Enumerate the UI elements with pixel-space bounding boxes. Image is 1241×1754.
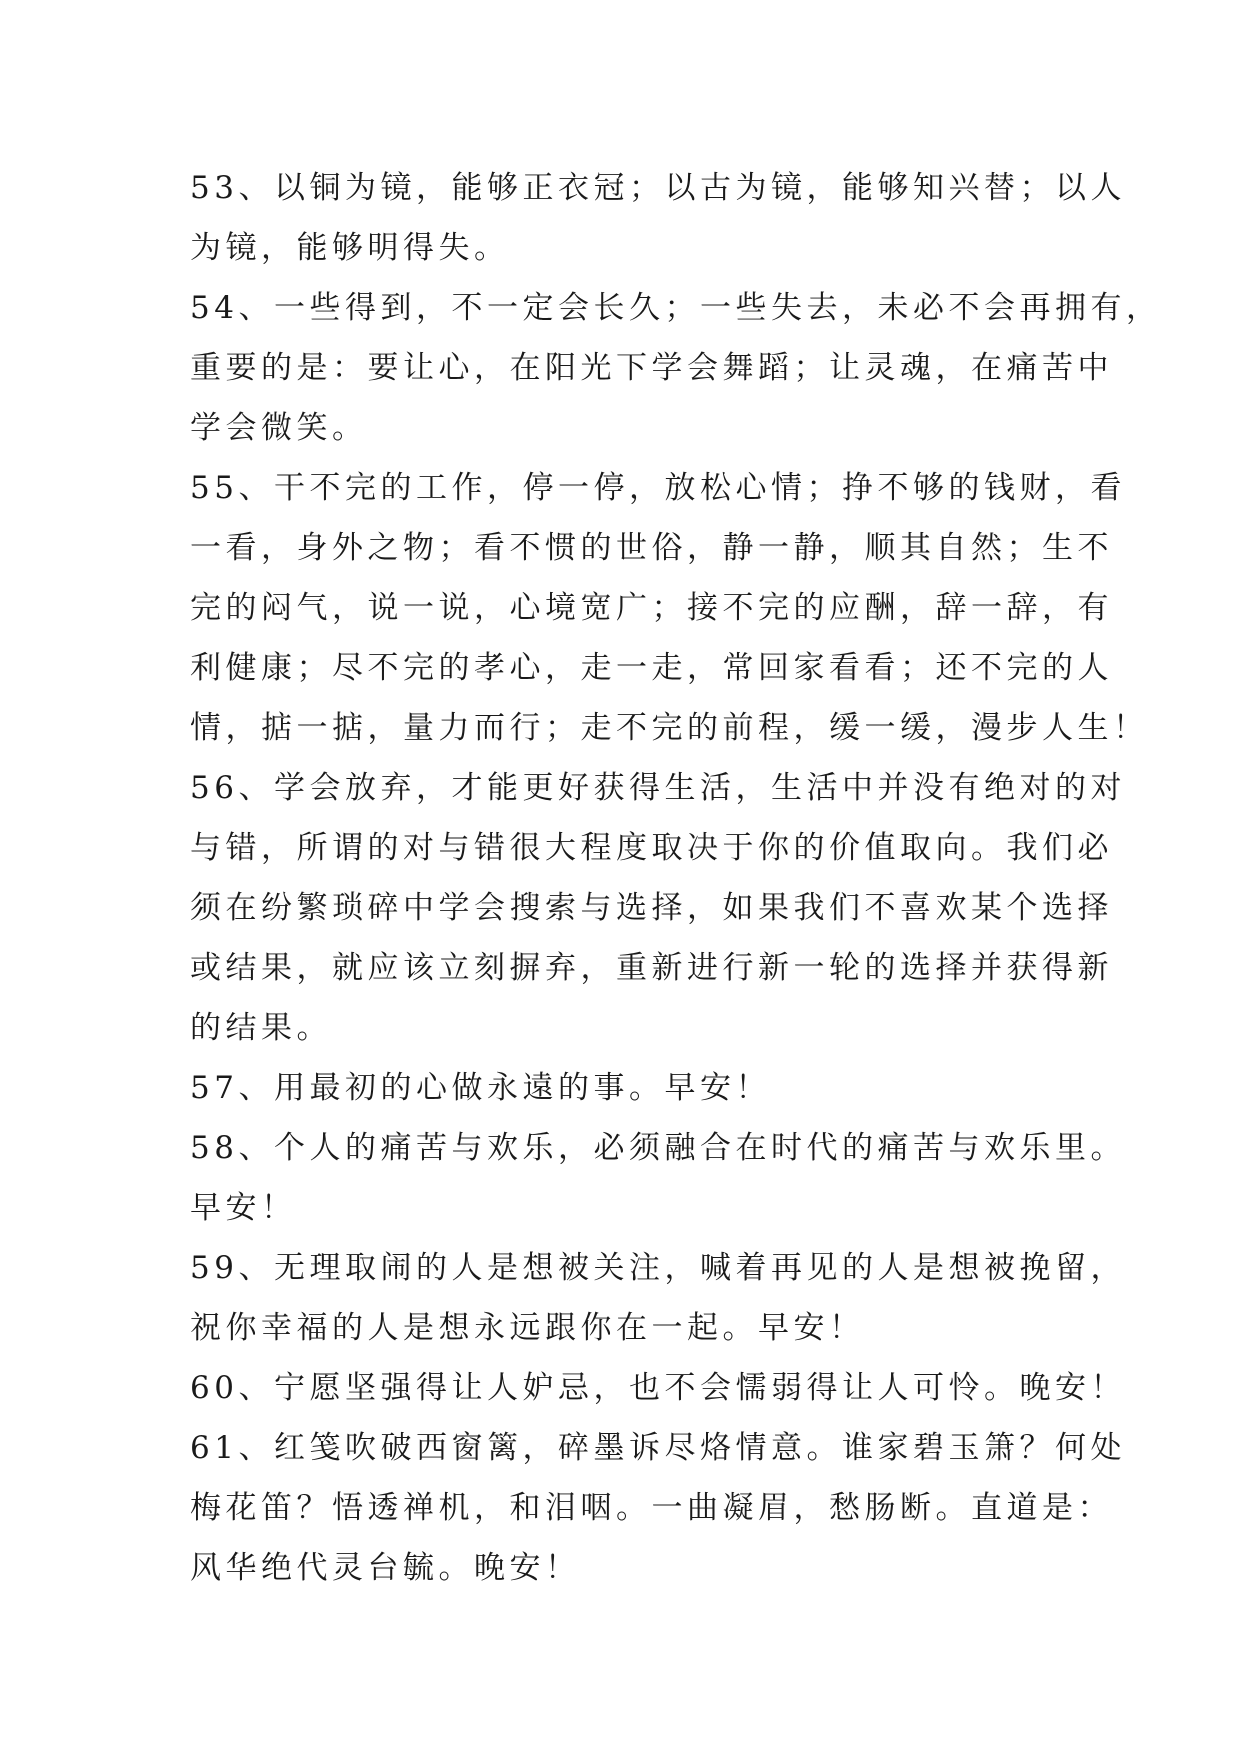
text-line: 风华绝代灵台毓。晚安！	[190, 1550, 581, 1586]
document-body	[190, 158, 1162, 1598]
text-line: 早安！	[190, 1190, 297, 1226]
text-line: 情，掂一掂，量力而行；走不完的前程，缓一缓，漫步人生！	[190, 710, 1149, 746]
text-line: 54、一些得到，不一定会长久；一些失去，未必不会再拥有，	[190, 290, 1162, 326]
text-line: 57、用最初的心做永遠的事。早安！	[190, 1070, 771, 1106]
text-line: 或结果，就应该立刻摒弃，重新进行新一轮的选择并获得新	[190, 950, 1113, 986]
text-line: 53、以铜为镜，能够正衣冠；以古为镜，能够知兴替；以人	[190, 170, 1126, 206]
text-line: 61、红笺吹破西窗篱，碎墨诉尽烙情意。谁家碧玉箫？何处	[190, 1430, 1126, 1466]
text-line: 59、无理取闹的人是想被关注，喊着再见的人是想被挽留，	[190, 1250, 1126, 1286]
text-line: 完的闷气，说一说，心境宽广；接不完的应酬，辞一辞，有	[190, 590, 1113, 626]
text-line: 与错，所谓的对与错很大程度取决于你的价值取向。我们必	[190, 830, 1113, 866]
text-line: 为镜，能够明得失。	[190, 230, 510, 266]
text-line: 55、干不完的工作，停一停，放松心情；挣不够的钱财，看	[190, 470, 1126, 506]
text-line: 重要的是：要让心，在阳光下学会舞蹈；让灵魂，在痛苦中	[190, 350, 1113, 386]
text-line: 58、个人的痛苦与欢乐，必须融合在时代的痛苦与欢乐里。	[190, 1130, 1126, 1166]
text-line: 利健康；尽不完的孝心，走一走，常回家看看；还不完的人	[190, 650, 1113, 686]
text-line: 梅花笛？悟透禅机，和泪咽。一曲凝眉，愁肠断。直道是：	[190, 1490, 1113, 1526]
text-line: 60、宁愿坚强得让人妒忌，也不会懦弱得让人可怜。晚安！	[190, 1370, 1126, 1406]
text-line: 一看，身外之物；看不惯的世俗，静一静，顺其自然；生不	[190, 530, 1113, 566]
text-line: 须在纷繁琐碎中学会搜索与选择，如果我们不喜欢某个选择	[190, 890, 1113, 926]
text-line: 学会微笑。	[190, 410, 368, 446]
text-line: 祝你幸福的人是想永远跟你在一起。早安！	[190, 1310, 865, 1346]
text-line: 的结果。	[190, 1010, 332, 1046]
text-line: 56、学会放弃，才能更好获得生活，生活中并没有绝对的对	[190, 770, 1126, 806]
